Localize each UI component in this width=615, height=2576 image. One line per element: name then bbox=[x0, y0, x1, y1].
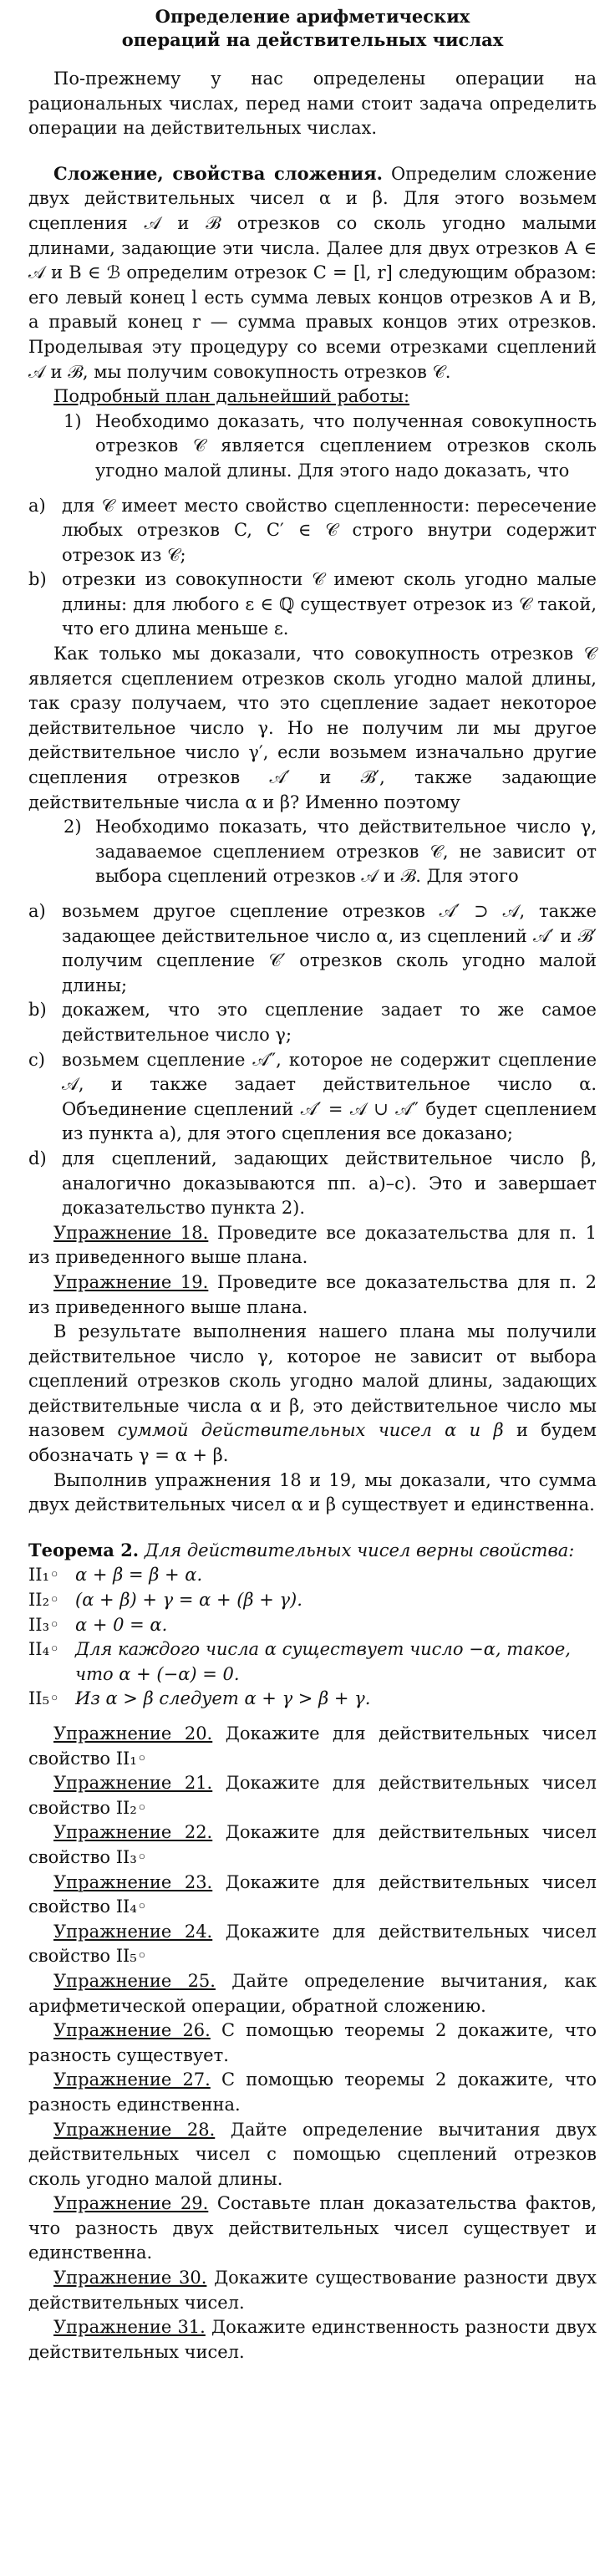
property-II2 bbox=[28, 1588, 597, 1613]
exercise-label: Упражнение 18. bbox=[53, 1222, 209, 1243]
title-line-1: Определение арифметических bbox=[155, 6, 470, 27]
sub-label: b) bbox=[28, 1000, 47, 1021]
property-label: II₃◦ bbox=[28, 1614, 60, 1635]
theorem-label: Теорема 2. bbox=[28, 1539, 140, 1560]
sub-label: d) bbox=[28, 1148, 47, 1168]
section-title bbox=[28, 5, 597, 52]
step-2-text: Необходимо показать, что действительное число γ, задаваемое сцеплением отрезков 𝒞, не зависит от выбора сцеплений отрезков 𝒜 и ℬ. Для этого bbox=[95, 817, 597, 887]
exercise-label: Упражнение 24. bbox=[53, 1921, 213, 1942]
exercise-20 bbox=[28, 1722, 597, 1771]
plan-step-2 bbox=[28, 815, 597, 889]
exercise-28 bbox=[28, 2118, 597, 2192]
exercise-label: Упражнение 28. bbox=[53, 2119, 216, 2140]
exercise-text: Докажите единственность разности двух действительных чисел. bbox=[28, 2317, 597, 2362]
exercise-text: С помощью теоремы 2 докажите, что разность единственна. bbox=[28, 2069, 597, 2115]
exercise-text: Докажите для действительных чисел свойство II₅◦ bbox=[28, 1921, 597, 1967]
exercise-label: Упражнение 30. bbox=[53, 2268, 207, 2288]
exercise-label: Упражнение 25. bbox=[53, 1970, 216, 1991]
plan-heading-line bbox=[28, 384, 597, 410]
exercise-26 bbox=[28, 2019, 597, 2068]
property-text: Для каждого числа α существует число −α, такое, что α + (−α) = 0. bbox=[75, 1639, 571, 1684]
sum-definition: суммой действительных чисел α и β bbox=[117, 1420, 504, 1441]
exercise-29 bbox=[28, 2192, 597, 2266]
plan-heading: Подробный план дальнейший работы: bbox=[53, 386, 410, 407]
exercise-text: Докажите существование разности двух действительных чисел. bbox=[28, 2268, 597, 2313]
step-2-number: 2) bbox=[64, 817, 82, 837]
property-label: II₄◦ bbox=[28, 1639, 60, 1660]
addition-paragraph bbox=[28, 161, 597, 384]
exercise-label: Упражнение 23. bbox=[53, 1871, 213, 1892]
exercise-21 bbox=[28, 1771, 597, 1820]
result-paragraph bbox=[28, 1320, 597, 1469]
exercise-label: Упражнение 27. bbox=[53, 2069, 211, 2090]
sub-label: b) bbox=[28, 569, 47, 590]
exercise-label: Упражнение 31. bbox=[53, 2317, 206, 2338]
step-1-text: Необходимо доказать, что полученная совокупность отрезков 𝒞 является сцеплением отрезков сколь угодно малой длины. Для этого надо доказать, что bbox=[95, 410, 597, 481]
result-before: В результате выполнения нашего плана мы получили действительное число γ, которое не зависит от выбора сцеплений отрезков сколь угодно малой длины, задающих действительные числа α и β, это действительное число мы назовем bbox=[28, 1321, 597, 1441]
exercise-text: Проведите все доказательства для п. 1 из приведенного выше плана. bbox=[28, 1222, 597, 1268]
title-line-2: операций на действительных числах bbox=[121, 29, 504, 50]
exercise-27 bbox=[28, 2068, 597, 2117]
exercise-text: Проведите все доказательства для п. 2 из приведенного выше плана. bbox=[28, 1271, 597, 1317]
exercise-label: Упражнение 29. bbox=[53, 2193, 209, 2214]
exercise-24 bbox=[28, 1920, 597, 1969]
property-text: (α + β) + γ = α + (β + γ). bbox=[75, 1590, 302, 1611]
exercise-31 bbox=[28, 2315, 597, 2365]
property-II1 bbox=[28, 1563, 597, 1588]
step-1-sub-b bbox=[28, 568, 597, 642]
sub-text: возьмем сцепление 𝒜″, которое не содержит сцепление 𝒜, и также задает действительное число α. Объединение сцеплений 𝒜′ = 𝒜 ∪ 𝒜″ будет сцеплением из пункта a), для этого сцепления все доказано; bbox=[62, 1049, 597, 1144]
step-2-sub-a bbox=[28, 899, 597, 998]
step-2-sub-b bbox=[28, 998, 597, 1047]
property-label: II₂◦ bbox=[28, 1590, 60, 1611]
property-II5 bbox=[28, 1687, 597, 1712]
plan-step-1 bbox=[28, 410, 597, 484]
property-text: α + β = β + α. bbox=[75, 1565, 203, 1586]
property-text: α + 0 = α. bbox=[75, 1614, 168, 1635]
step-1-number: 1) bbox=[64, 410, 82, 431]
step-2-sub-c bbox=[28, 1048, 597, 1147]
exercise-30 bbox=[28, 2266, 597, 2315]
theorem-text: Для действительных чисел верны свойства: bbox=[144, 1540, 575, 1560]
sub-text: для 𝒞 имеет место свойство сцепленности: пересечение любых отрезков C, C′ ∈ 𝒞 строго внутри содержит отрезок из 𝒞; bbox=[62, 495, 597, 565]
exercise-text: Дайте определение вычитания, как арифметической операции, обратной сложению. bbox=[28, 1970, 597, 2016]
exercise-text: Дайте определение вычитания двух действительных чисел с помощью сцеплений отрезков сколь угодно малой длины. bbox=[28, 2119, 597, 2189]
theorem-2 bbox=[28, 1538, 597, 1564]
exercise-23 bbox=[28, 1871, 597, 1920]
exercise-label: Упражнение 20. bbox=[53, 1723, 213, 1744]
intro-paragraph: По-прежнему у нас определены операции на рациональных числах, перед нами стоит задача определить операции на действительных числах. bbox=[28, 69, 597, 139]
exercise-text: Составьте план доказательства фактов, что разность двух действительных чисел существует и единственна. bbox=[28, 2193, 597, 2263]
exercise-text: Докажите для действительных чисел свойство II₄◦ bbox=[28, 1871, 597, 1917]
result-after: и будем обозначать γ = α + β. bbox=[28, 1420, 597, 1466]
sub-label: a) bbox=[28, 495, 46, 516]
exercise-label: Упражнение 19. bbox=[53, 1271, 209, 1292]
exercise-18 bbox=[28, 1221, 597, 1270]
exercise-25 bbox=[28, 1969, 597, 2019]
property-II4 bbox=[28, 1637, 597, 1687]
middle-paragraph: Как только мы доказали, что совокупность отрезков 𝒞 является сцеплением отрезков сколь угодно малой длины, так сразу получаем, что это сцепление задает некоторое действительное число γ. Но не получим ли мы другое действительное число γ′, если возьмем изначально другие сцепления отрезков 𝒜′ и ℬ′, также задающие действительные числа α и β? Именно поэтому bbox=[28, 644, 597, 812]
exercise-text: Докажите для действительных чисел свойство II₁◦ bbox=[28, 1723, 597, 1769]
step-2-sub-d bbox=[28, 1147, 597, 1221]
sub-label: c) bbox=[28, 1049, 45, 1070]
sub-text: докажем, что это сцепление задает то же самое действительное число γ; bbox=[62, 1000, 597, 1045]
exercise-label: Упражнение 22. bbox=[53, 1822, 213, 1843]
property-II3 bbox=[28, 1613, 597, 1638]
exercise-19 bbox=[28, 1270, 597, 1320]
exercise-22 bbox=[28, 1820, 597, 1870]
step-1-sub-a bbox=[28, 494, 597, 568]
sub-text: возьмем другое сцепление отрезков 𝒜′ ⊃ 𝒜, также задающее действительное число α, из сцеплений 𝒜′ и ℬ′ получим сцепление 𝒞′ отрезков сколь угодно малой длины; bbox=[62, 901, 597, 995]
addition-heading: Сложение, свойства сложения. bbox=[53, 162, 383, 184]
sub-text: отрезки из совокупности 𝒞 имеют сколь угодно малые длины: для любого ε ∈ ℚ существует отрезок из 𝒞 такой, что его длина меньше ε. bbox=[62, 569, 597, 639]
sub-text: для сцеплений, задающих действительное число β, аналогично доказываются пп. a)–c). Это и завершает доказательство пункта 2). bbox=[62, 1148, 597, 1219]
exercise-label: Упражнение 26. bbox=[53, 2020, 211, 2041]
addition-text: Определим сложение двух действительных чисел α и β. Для этого возьмем сцепления 𝒜 и ℬ отрезков со сколь угодно малыми длинами, задающие эти числа. Далее для двух отрезков A ∈ 𝒜 и B ∈ ℬ определим отрезок C = [l, r] следующим образом: его левый конец l есть сумма левых концов отрезков A и B, а правый конец r — сумма правых концов этих отрезков. Проделывая эту процедуру со всеми отрезками сцеплений 𝒜 и ℬ, мы получим совокупность отрезков 𝒞. bbox=[28, 163, 597, 382]
exercise-text: Докажите для действительных чисел свойство II₃◦ bbox=[28, 1822, 597, 1867]
exercise-label: Упражнение 21. bbox=[53, 1773, 213, 1794]
property-text: Из α > β следует α + γ > β + γ. bbox=[75, 1688, 371, 1709]
sub-label: a) bbox=[28, 901, 46, 921]
property-label: II₁◦ bbox=[28, 1565, 60, 1586]
property-label: II₅◦ bbox=[28, 1688, 60, 1709]
conclusion-paragraph: Выполнив упражнения 18 и 19, мы доказали, что сумма двух действительных чисел α и β существует и единственна. bbox=[28, 1469, 597, 1515]
exercise-text: Докажите для действительных чисел свойство II₂◦ bbox=[28, 1773, 597, 1818]
exercise-text: С помощью теоремы 2 докажите, что разность существует. bbox=[28, 2020, 597, 2065]
